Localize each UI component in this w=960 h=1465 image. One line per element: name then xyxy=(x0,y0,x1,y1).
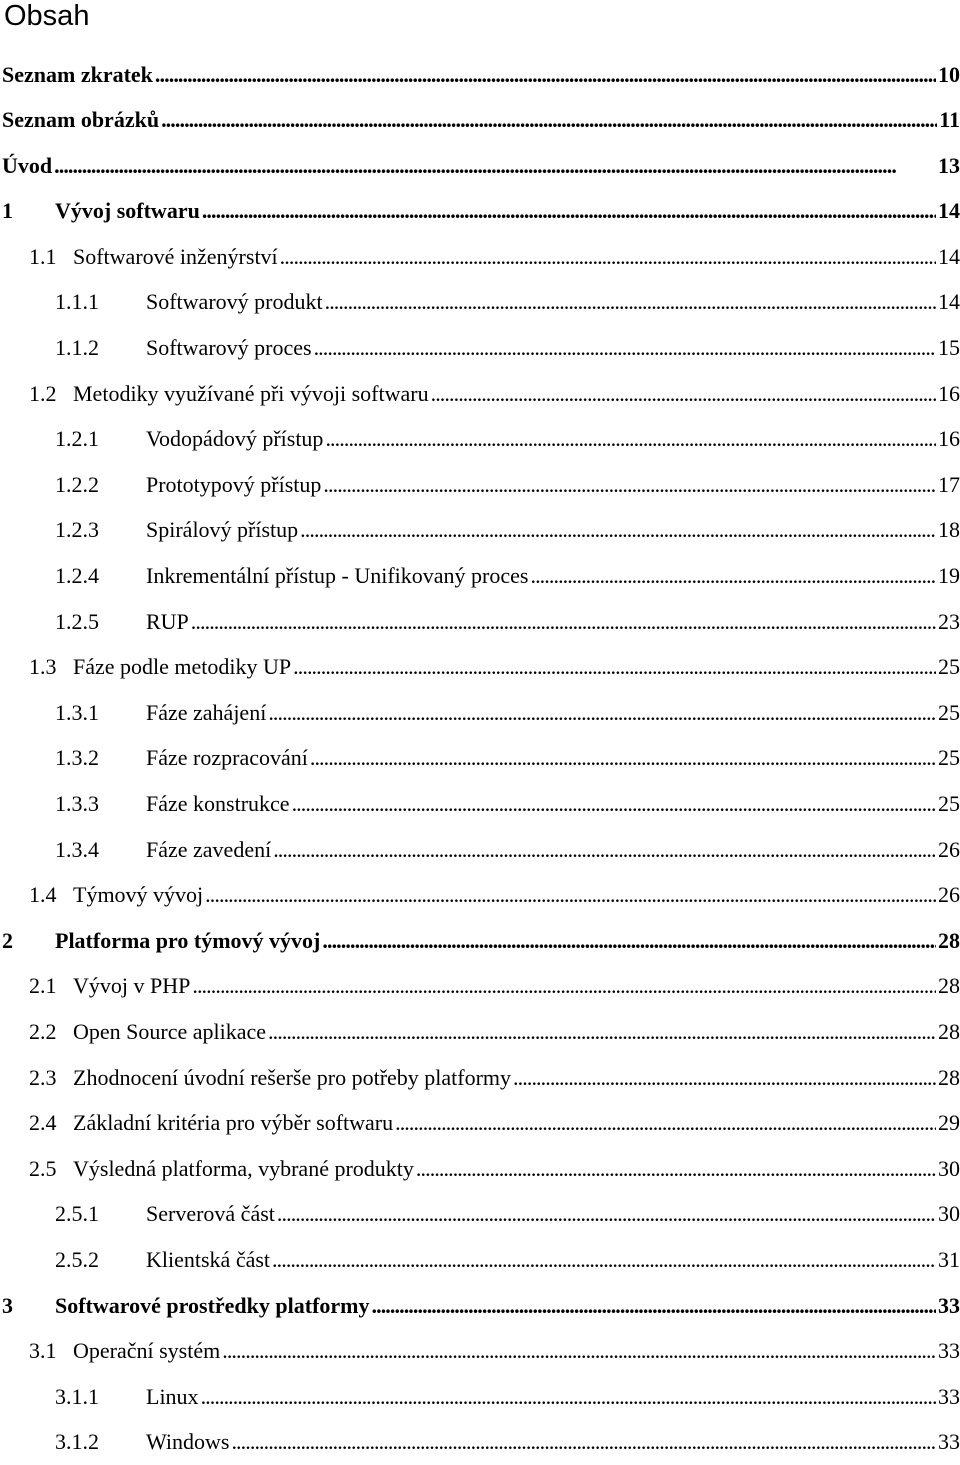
toc-entry-page: 33 xyxy=(938,1292,960,1318)
toc-dot-leader xyxy=(155,52,936,98)
toc-entry-title: Základní kritéria pro výběr softwaru xyxy=(73,1110,394,1136)
toc-entry-title: Fáze zavedení xyxy=(146,836,272,862)
toc-dot-leader xyxy=(323,462,936,508)
toc-entry-page: 14 xyxy=(938,198,960,224)
toc-dot-leader xyxy=(416,1146,936,1192)
toc-dot-leader xyxy=(325,279,936,325)
toc-entry-title: RUP xyxy=(146,608,189,634)
toc-entry-title: Vývoj softwaru xyxy=(55,198,200,224)
toc-entry-number: 2.1 xyxy=(29,973,57,999)
toc-dot-leader xyxy=(310,735,936,781)
toc-entry-number: 1 xyxy=(2,198,13,224)
toc-entry-title: Týmový vývoj xyxy=(73,882,204,908)
toc-entry[interactable] xyxy=(0,1009,960,1055)
toc-entry[interactable] xyxy=(0,1419,960,1465)
toc-entry[interactable] xyxy=(0,188,960,234)
toc-dot-leader xyxy=(530,553,936,599)
toc-dot-leader xyxy=(222,1328,936,1374)
toc-entry-title: Operační systém xyxy=(73,1338,221,1364)
toc-dot-leader xyxy=(325,416,936,462)
toc-entry-page: 16 xyxy=(938,426,960,452)
toc-entry-number: 1.3.1 xyxy=(55,699,99,725)
toc-entry-page: 14 xyxy=(938,243,960,269)
toc-entry[interactable] xyxy=(0,507,960,553)
toc-entry[interactable] xyxy=(0,827,960,873)
toc-entry-page: 15 xyxy=(938,335,960,361)
toc-dot-leader xyxy=(54,143,936,189)
toc-dot-leader xyxy=(431,371,936,417)
toc-dot-leader xyxy=(395,1100,936,1146)
toc-entry-title: Windows xyxy=(146,1429,230,1455)
toc-entry-title: Klientská část xyxy=(146,1246,271,1272)
toc-entry-number: 2.3 xyxy=(29,1064,57,1090)
toc-entry-page: 33 xyxy=(938,1429,960,1455)
toc-entry-page: 26 xyxy=(938,836,960,862)
toc-entry[interactable] xyxy=(0,1100,960,1146)
toc-entry[interactable] xyxy=(0,644,960,690)
toc-entry-page: 14 xyxy=(938,289,960,315)
toc-dot-leader xyxy=(192,963,936,1009)
toc-entry-title: Inkrementální přístup - Unifikovaný proces xyxy=(146,563,529,589)
toc-entry[interactable] xyxy=(0,234,960,280)
toc-dot-leader xyxy=(268,1009,936,1055)
toc-entry-number: 1.2.5 xyxy=(55,608,99,634)
toc-entry[interactable] xyxy=(0,462,960,508)
toc-entry-number: 1.3.2 xyxy=(55,745,99,771)
toc-dot-leader xyxy=(293,644,936,690)
toc-entry-page: 25 xyxy=(938,699,960,725)
toc-entry-title: Seznam zkratek xyxy=(2,61,153,87)
toc-entry-title: Linux xyxy=(146,1383,199,1409)
toc-entry-page: 18 xyxy=(938,517,960,543)
toc-entry[interactable] xyxy=(0,1237,960,1283)
toc-entry[interactable] xyxy=(0,963,960,1009)
toc-entry-title: Open Source aplikace xyxy=(73,1018,267,1044)
toc-entry-title: Metodiky využívané při vývoji softwaru xyxy=(73,380,429,406)
toc-dot-leader xyxy=(205,872,936,918)
toc-entry-number: 3.1.2 xyxy=(55,1429,99,1455)
toc-entry-number: 1.2 xyxy=(29,380,57,406)
toc-dot-leader xyxy=(513,1055,936,1101)
toc-entry-page: 29 xyxy=(938,1110,960,1136)
toc-entry[interactable] xyxy=(0,416,960,462)
toc-entry-page: 33 xyxy=(938,1338,960,1364)
toc-entry[interactable] xyxy=(0,1328,960,1374)
toc-dot-leader xyxy=(272,1237,936,1283)
toc-entry-title: Softwarové prostředky platformy xyxy=(55,1292,370,1318)
toc-entry-number: 3.1.1 xyxy=(55,1383,99,1409)
toc-entry-number: 2.5 xyxy=(29,1155,57,1181)
toc-dot-leader xyxy=(300,507,936,553)
toc-entry-page: 11 xyxy=(939,107,960,133)
toc-dot-leader xyxy=(273,827,936,873)
toc-dot-leader xyxy=(292,781,936,827)
toc-entry-number: 2 xyxy=(2,927,13,953)
toc-entry-title: Spirálový přístup xyxy=(146,517,299,543)
toc-entry-title: Úvod xyxy=(2,152,53,178)
toc-dot-leader xyxy=(161,97,937,143)
toc-entry-title: Výsledná platforma, vybrané produkty xyxy=(73,1155,414,1181)
toc-entry-title: Platforma pro týmový vývoj xyxy=(55,927,321,953)
toc-entry-title: Softwarové inženýrství xyxy=(73,243,278,269)
page-title: Obsah xyxy=(4,0,90,32)
toc-entry[interactable] xyxy=(0,1055,960,1101)
toc-entry[interactable] xyxy=(0,690,960,736)
toc-entry-title: Vývoj v PHP xyxy=(73,973,191,999)
toc-entry[interactable] xyxy=(0,1191,960,1237)
toc-entry-title: Prototypový přístup xyxy=(146,471,322,497)
toc-entry-page: 25 xyxy=(938,654,960,680)
toc-entry-number: 1.2.1 xyxy=(55,426,99,452)
toc-dot-leader xyxy=(268,690,936,736)
toc-entry-number: 1.4 xyxy=(29,882,57,908)
toc-entry-page: 28 xyxy=(938,973,960,999)
toc-dot-leader xyxy=(372,1283,937,1329)
toc-entry-page: 31 xyxy=(938,1246,960,1272)
toc-entry-page: 26 xyxy=(938,882,960,908)
toc-entry-page: 25 xyxy=(938,791,960,816)
toc-entry-number: 2.5.2 xyxy=(55,1246,99,1272)
toc-entry-title: Seznam obrázků xyxy=(2,107,160,133)
toc-entry-number: 1.2.3 xyxy=(55,517,99,543)
toc-entry-page: 19 xyxy=(938,563,960,589)
toc-entry-number: 1.3.3 xyxy=(55,791,99,816)
toc-entry-title: Fáze konstrukce xyxy=(146,791,290,816)
toc-entry-number: 1.3 xyxy=(29,654,57,680)
toc-entry[interactable] xyxy=(0,52,960,98)
toc-dot-leader xyxy=(314,325,936,371)
toc-dot-leader xyxy=(202,188,936,234)
toc-entry-page: 16 xyxy=(938,380,960,406)
toc-entry[interactable] xyxy=(0,97,960,143)
toc-entry-page: 23 xyxy=(938,608,960,634)
toc-entry-title: Zhodnocení úvodní rešerše pro potřeby platformy xyxy=(73,1064,512,1090)
toc-entry[interactable] xyxy=(0,872,960,918)
toc-entry-title: Serverová část xyxy=(146,1201,275,1227)
toc-dot-leader xyxy=(231,1419,936,1465)
toc-entry-page: 13 xyxy=(938,152,960,178)
toc-entry-number: 1.3.4 xyxy=(55,836,99,862)
toc-entry[interactable] xyxy=(0,918,960,964)
toc-entry-number: 3 xyxy=(2,1292,13,1318)
toc-entry[interactable] xyxy=(0,279,960,325)
toc-entry-page: 33 xyxy=(938,1383,960,1409)
toc-dot-leader xyxy=(201,1374,936,1420)
table-of-contents xyxy=(0,52,960,1465)
toc-entry-number: 1.1.2 xyxy=(55,335,99,361)
toc-entry-title: Softwarový proces xyxy=(146,335,312,361)
toc-entry-number: 2.2 xyxy=(29,1018,57,1044)
toc-entry-page: 17 xyxy=(938,471,960,497)
toc-entry[interactable] xyxy=(0,143,960,189)
toc-entry[interactable] xyxy=(0,1146,960,1192)
toc-entry-page: 28 xyxy=(938,927,960,953)
toc-entry-number: 1.1.1 xyxy=(55,289,99,315)
toc-entry-title: Vodopádový přístup xyxy=(146,426,324,452)
toc-entry-page: 30 xyxy=(938,1201,960,1227)
toc-entry[interactable] xyxy=(0,735,960,781)
toc-entry[interactable] xyxy=(0,1374,960,1420)
toc-dot-leader xyxy=(191,599,936,645)
toc-dot-leader xyxy=(280,234,936,280)
toc-entry-title: Fáze podle metodiky UP xyxy=(73,654,292,680)
toc-entry-number: 1.1 xyxy=(29,243,57,269)
toc-entry-page: 30 xyxy=(938,1155,960,1181)
toc-entry-page: 28 xyxy=(938,1064,960,1090)
toc-entry-number: 2.4 xyxy=(29,1110,57,1136)
toc-entry-page: 10 xyxy=(938,61,960,87)
toc-entry-page: 28 xyxy=(938,1018,960,1044)
toc-entry[interactable] xyxy=(0,1283,960,1329)
toc-entry-title: Fáze rozpracování xyxy=(146,745,308,771)
toc-entry-page: 25 xyxy=(938,745,960,771)
toc-entry-number: 2.5.1 xyxy=(55,1201,99,1227)
toc-entry[interactable] xyxy=(0,371,960,417)
toc-entry[interactable] xyxy=(0,781,960,827)
toc-entry-title: Fáze zahájení xyxy=(146,699,267,725)
toc-entry-number: 3.1 xyxy=(29,1338,57,1364)
toc-entry[interactable] xyxy=(0,325,960,371)
toc-entry-title: Softwarový produkt xyxy=(146,289,323,315)
toc-entry[interactable] xyxy=(0,599,960,645)
toc-entry-number: 1.2.4 xyxy=(55,563,99,589)
toc-dot-leader xyxy=(277,1191,936,1237)
toc-dot-leader xyxy=(322,918,936,964)
toc-entry-number: 1.2.2 xyxy=(55,471,99,497)
toc-entry[interactable] xyxy=(0,553,960,599)
